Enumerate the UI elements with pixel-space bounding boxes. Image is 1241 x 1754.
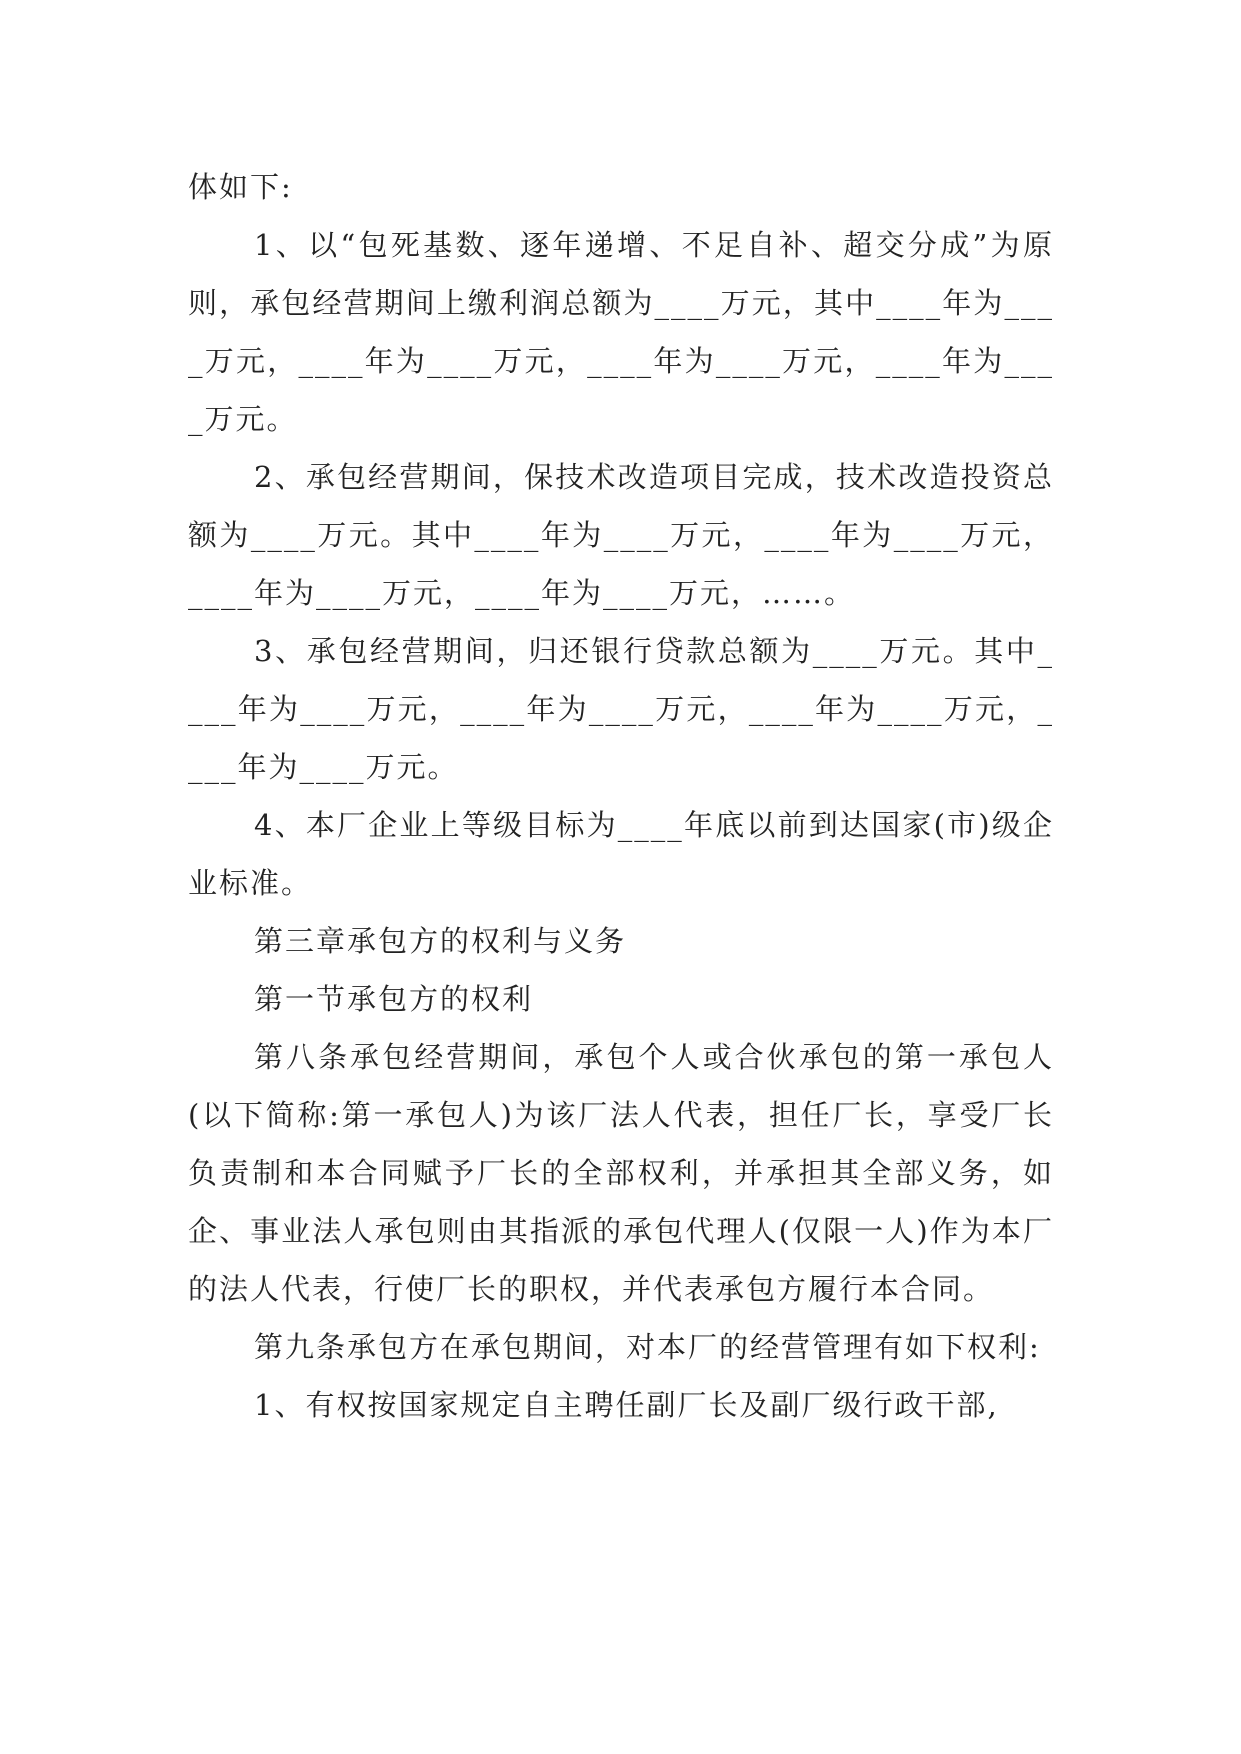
paragraph-item-1: 1、以“包死基数、逐年递增、不足自补、超交分成”为原则，承包经营期间上缴利润总额为____万元，其中____年为____万元，____年为____万元，____年为____万元，____年为____万元。: [188, 228, 1054, 436]
section-heading: 第一节承包方的权利: [254, 982, 534, 1016]
chapter-heading: 第三章承包方的权利与义务: [254, 924, 627, 958]
paragraph-intro: 体如下:: [188, 170, 293, 204]
paragraph-item-2: 2、承包经营期间，保技术改造项目完成，技术改造投资总额为____万元。其中____年为____万元，____年为____万元，____年为____万元，____年为____万元，……。: [188, 460, 1054, 610]
paragraph-item-3: 3、承包经营期间，归还银行贷款总额为____万元。其中____年为____万元，____年为____万元，____年为____万元，____年为____万元。: [188, 634, 1054, 784]
article-9: 第九条承包方在承包期间，对本厂的经营管理有如下权利:: [254, 1330, 1041, 1364]
paragraph-item-4: 4、本厂企业上等级目标为____年底以前到达国家(市)级企业标准。: [188, 808, 1054, 900]
article-8: 第八条承包经营期间，承包个人或合伙承包的第一承包人(以下简称:第一承包人)为该厂法人代表，担任厂长，享受厂长负责制和本合同赋予厂长的全部权利，并承担其全部义务，如企、事业法人承包则由其指派的承包代理人(仅限一人)作为本厂的法人代表，行使厂长的职权，并代表承包方履行本合同。: [188, 1040, 1054, 1306]
document-body: [188, 158, 1054, 1434]
article-9-item-1: 1、有权按国家规定自主聘任副厂长及副厂级行政干部,: [254, 1388, 999, 1422]
